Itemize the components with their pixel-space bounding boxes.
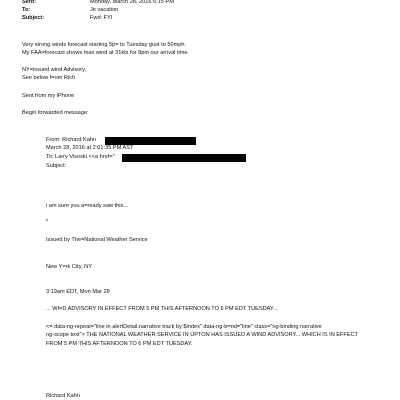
body-line-1: Very strong winds forecast starting 5p= to Tuesday gust to 50mph. bbox=[22, 42, 187, 48]
message-line-1: i am sure you a=ready saw this... bbox=[46, 203, 128, 209]
time-line: 3:19am EDT, Mon Mar 28 bbox=[46, 289, 110, 295]
fwd-from-line: From: Richard Kahn bbox=[46, 137, 97, 143]
sent-value: Monday, March 28, 2016 6:15 PM bbox=[90, 0, 174, 5]
signature-line: Richard Kahn bbox=[46, 393, 80, 399]
fwd-subject-line: Subject: bbox=[46, 163, 67, 169]
code-line-3: FROM 5 PM THIS AFTERNOON TO 6 PM EDT TUESDAY. bbox=[46, 341, 193, 347]
body-line-2: My FAA=forecast shows max wind at 31kts for 8pm our arrival time. bbox=[22, 50, 190, 56]
code-line-2: ng-scope text"> THE NATIONAL WEATHER SERVICE IN UPTON HAS ISSUED A WIND ADVISORY... WHICH IS IN EFFECT bbox=[46, 332, 359, 338]
subject-value: Fwd: FYI bbox=[90, 15, 113, 21]
fwd-to-line: To: Larry Visoski <<a href=" bbox=[46, 154, 115, 160]
place-line: New Y=rk City, NY bbox=[46, 264, 92, 270]
redaction-bar-address bbox=[122, 154, 246, 162]
to-label: To: bbox=[22, 7, 31, 13]
to-value: Je vacation bbox=[90, 7, 119, 13]
body-line-4: See below f=om Rich bbox=[22, 75, 76, 81]
redaction-bar-email bbox=[105, 137, 196, 145]
advisory-line: ... WI=D ADVISORY IN EFFECT FROM 5 PM THIS AFTERNOON TO 6 PM EDT TUESDAY... bbox=[46, 306, 278, 312]
body-line-3: NY=issued wind Advisory, bbox=[22, 67, 87, 73]
issued-by-line: Issued by The=National Weather Service bbox=[46, 237, 148, 243]
message-bullet: * bbox=[46, 219, 49, 225]
code-line-1: <= data-ng-repeat="line in alertDetail.narrative track by $index" data-ng-b=nd="line" class="ng-binding narrative bbox=[46, 324, 322, 330]
sent-from-line: Sent from my iPhone bbox=[22, 93, 75, 99]
begin-forwarded-line: Begin forwarded message: bbox=[22, 110, 89, 116]
sent-label: Sent: bbox=[22, 0, 36, 5]
subject-label: Subject: bbox=[22, 15, 45, 21]
fwd-date-line: March 28, 2016 at 2:01:35 PM AST bbox=[46, 145, 134, 151]
